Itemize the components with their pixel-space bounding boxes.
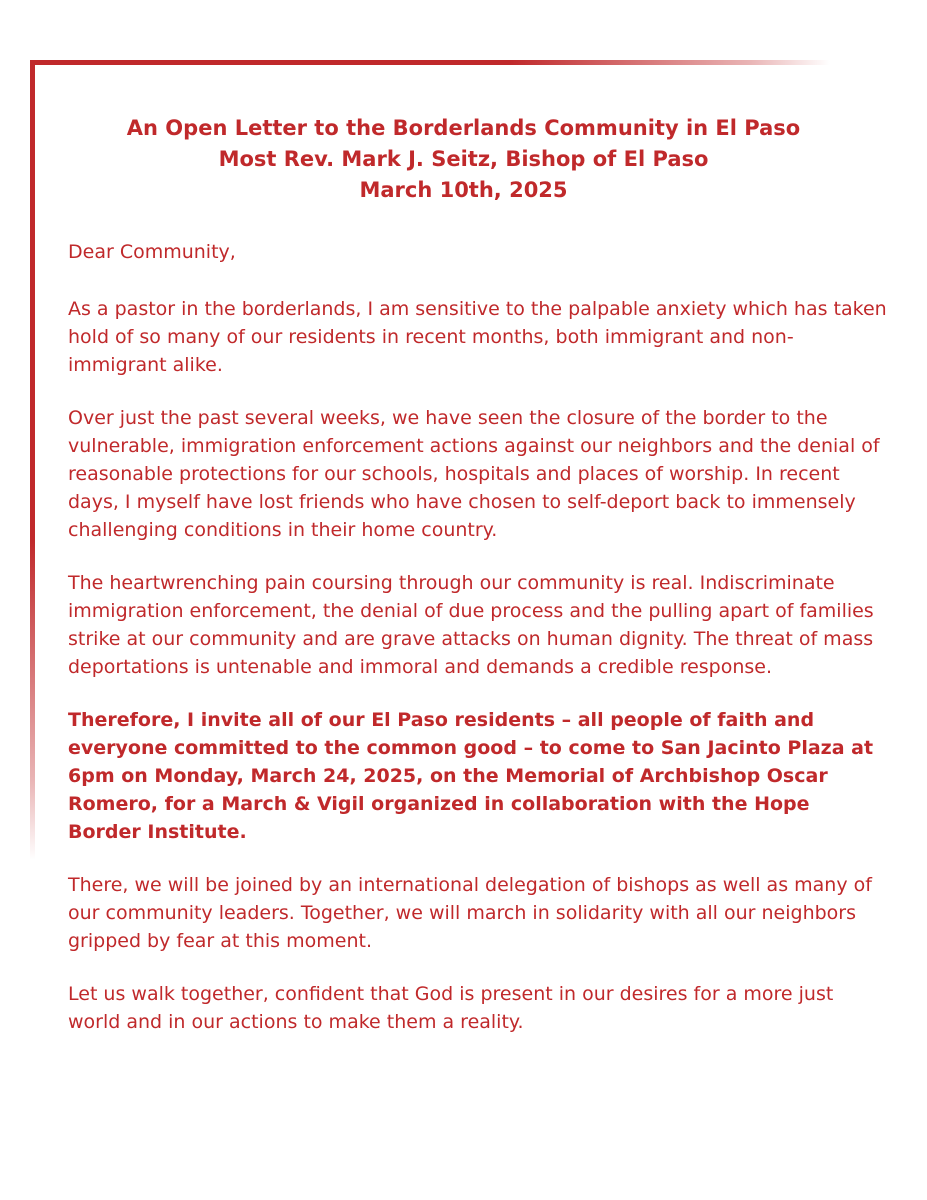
letter-date: March 10th, 2025 <box>359 178 568 202</box>
letter-paragraph: Over just the past several weeks, we have seen the closure of the border to the vulnerable, immigration enforcement actions against our neighbors and the denial of reasonable protections for our schools, hospitals and places of worship. In recent days, I myself have lost friends who have chosen to self-deport back to immensely challenging conditions in their home country. <box>68 407 880 541</box>
letter-body <box>68 238 888 1061</box>
letter-greeting: Dear Community, <box>68 241 236 263</box>
letter-header <box>40 113 887 206</box>
letter-title: An Open Letter to the Borderlands Community in El Paso <box>126 116 801 140</box>
letter-invitation-paragraph: Therefore, I invite all of our El Paso residents – all people of faith and everyone committed to the common good – to come to San Jacinto Plaza at 6pm on Monday, March 24, 2025, on the Memorial of Archbishop Oscar Romero, for a March & Vigil organized in collaboration with the Hope Border Institute. <box>68 709 874 843</box>
letter-paragraph: As a pastor in the borderlands, I am sensitive to the palpable anxiety which has taken hold of so many of our residents in recent months, both immigrant and non-immigrant alike. <box>68 298 887 376</box>
decorative-frame-top-border <box>30 60 830 65</box>
letter-author: Most Rev. Mark J. Seitz, Bishop of El Paso <box>218 147 709 171</box>
letter-paragraph: There, we will be joined by an international delegation of bishops as well as many of our community leaders. Together, we will march in solidarity with all our neighbors gripped by fear at this moment. <box>68 874 872 952</box>
decorative-frame-left-border <box>30 60 35 860</box>
letter-closing-paragraph: Let us walk together, confident that God is present in our desires for a more just world and in our actions to make them a reality. <box>68 983 834 1033</box>
letter-paragraph: The heartwrenching pain coursing through our community is real. Indiscriminate immigration enforcement, the denial of due process and the pulling apart of families strike at our community and are grave attacks on human dignity. The threat of mass deportations is untenable and immoral and demands a credible response. <box>68 572 874 678</box>
